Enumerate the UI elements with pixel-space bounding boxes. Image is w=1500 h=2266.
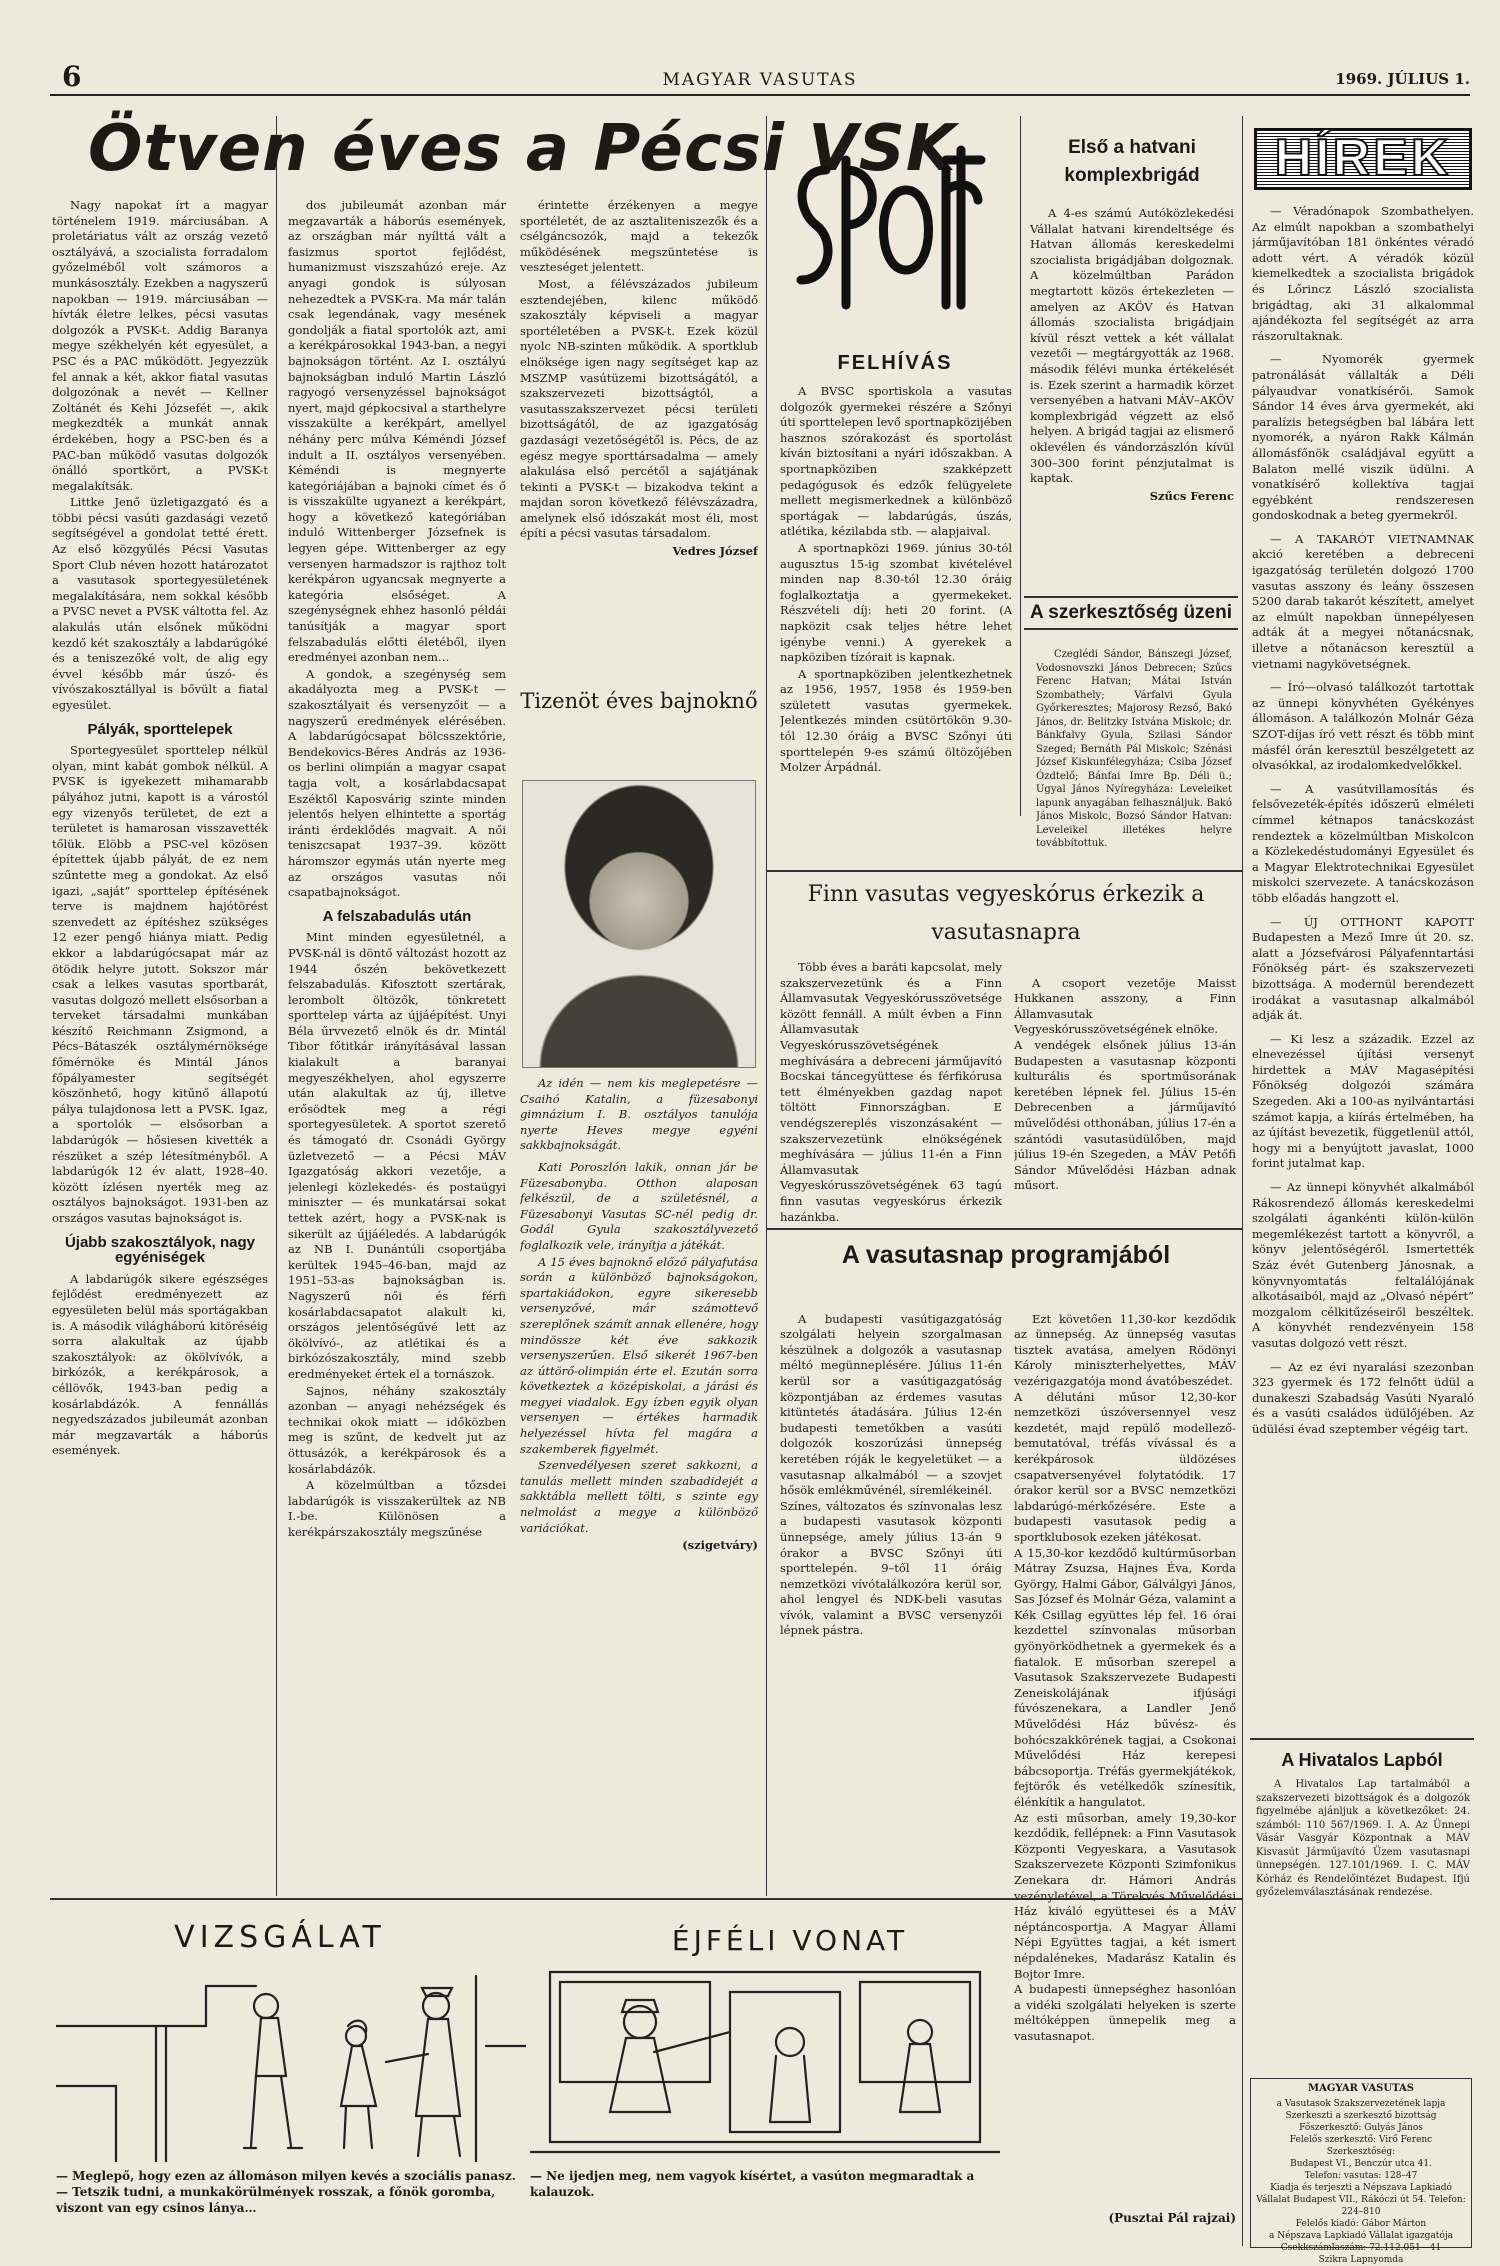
column-rule	[1242, 116, 1243, 2246]
felhivas-title: FELHÍVÁS	[837, 352, 953, 374]
paragraph: Czeglédi Sándor, Bánszegi József, Vodosnovszki János Debrecen; Szűcs Ferenc Hatvan; Mátai István Szombathely; Várfalvi Gyula Győrkeresztes; Majorosy Rezső, Bakó János, dr. Belitzky Istvána Miskolc; dr. Bánkfalvy Gyula, Szilasi Sándor Szeged; Bernáth Pál Miskolc; Szénási József Kiskunfélegyháza; Csiba József Ózdtelő; Bánfai Imre Bp. Déli ü.; Ugyal János Nyíregyháza: Leveleiket lapunk anyagában felhasználjuk. Bakó János Miskolc, Bozsó Sándor Hatvan: Leveleikel illetékes helyre továbbítottuk.	[1036, 649, 1232, 849]
impresszum-box: MAGYAR VASUTAS a Vasutasok Szakszervezetének lapja Szerkeszti a szerkesztő bizottság Főszerkesztő: Gulyás János Felelős szerkesztő: Virő Ferenc Szerkesztőség: Budapest VI., Benczúr utca 41. Telefon: vasutas: 128–47 Kiadja és terjeszti a Népszava Lapkiadó Vállalat Budapest VII., Rákóczi út 54. Telefon: 224–810 Felelős kiadó: Gábor Márton a Népszava Lapkiadó Vállalat igazgatója Csekkszámlaszám: 72.112.051—41 Szikra Lapnyomda	[1250, 2078, 1472, 2248]
paragraph: A budapesti vasútigazgatóság szolgálati helyein szorgalmasan készülnek a dolgozók a vasutasnap méltó megünneplésére. Július 11-én kerül sor a vasútigazgatóság központjában az érdemes vasutas kitüntetés átadására. Július 12-én budapesti temetőkben a vasúti dolgozók koszorúzási ünnepség keretében róják le kegyeletüket — a vasutasnap alkalmából — a szovjet hősök emlékművénél, síremlékeinél. Színes, változatos és színvonalas lesz a budapesti vasutasok központi ünnepsége, amely július 13-án 9 órakor a BVSC Szőnyi úti sporttelepén. 9–től 11 óráig nemzetközi vívótalálkozóra kerül sor, ahol lengyel és NDK-beli vasutas vívók, valamint a BVSC versenyzői lépnek pástra.	[780, 1311, 1002, 1638]
paragraph: A sportnapköziben jelentkezhetnek az 1956, 1957, 1958 és 1959-ben született vasutas gyermekek. Jelentkezés minden csütörtökön 9.30-tól 12.30 óráig a BVSC Szőnyi úti sporttelepén 9-es számú öltözőjében Molzer Árpádnál.	[780, 666, 1012, 775]
finn-title: Finn vasutas vegyeskórus érkezik a vasutasnapra	[807, 882, 1205, 945]
finn-col-b	[1014, 960, 1236, 1222]
paragraph: Mint minden egyesületnél, a PVSK-nál is döntő változást hozott az 1944 őszén bekövetkezett felszabadulás. Kifosztott szertárak, lerombolt öltözők, tönkretett sporttelep várta az újjáépítést. Unyi Béla űrvvezető elnök és dr. Mintál Tibor főtitkár irányításával lassan kialakult a baranyai megyeszékhelyen, ahol egyszerre után alakultak az új, illetve erősödtek meg a régi sportegyesületek. A sportot szerető és támogató dr. Csonádi György üzletvezető — a Pécsi MÁV Igazgatóság akkori vezetője, a jelenlegi közlekedés- és postaügyi miniszter — és munkatársai sokat tettek azért, hogy a PVSK-nak is sikerült az újjáéledés. A labdarúgók az NB I. Dunántúli csoportjába kerültek 1945–46-ban, majd az 1951–53-as bajnokságban is. Nagyszerű női és férfi kosárlabdacsapatot alakult ki, országos jelentőségűvé lett az ökölvívó-, az atlétikai és a birkózószakosztály, mind szebb eredményeket értek el a tornászok.	[288, 930, 506, 1381]
paragraph: érintette érzékenyen a megye sportéletét, de az asztaliteniszezők és a csélgáncsozók, majd a tekezők működésének megszüntetése is veszteséget jelentett.	[520, 198, 758, 275]
cartoon-vizsgalat	[56, 1966, 526, 2162]
paragraph: A közelmúltban a tőzsdei labdarúgók is visszakerültek az NB I.-be. Különösen a kerékpárszakosztály megszűnése	[288, 1478, 506, 1539]
tizenot-text	[520, 1076, 758, 1896]
paragraph: — Az ez évi nyaralási szezonban 323 gyermek és 172 felnőtt üdül a dunakeszi Szabadság Vasúti Nyaraló és a vasúti családos üdülőjében. Az üdülési évad szeptember végéig tart.	[1252, 1359, 1474, 1436]
cartoon-credit: (Pusztai Pál rajzai)	[1108, 2211, 1236, 2225]
paragraph: A BVSC sportiskola a vasutas dolgozók gyermekei részére a Szőnyi úti sporttelepen levő sportnapközijében hasznos szórakozást és sportolást kíván biztosítani a nyári időszakban. A sportnapköziben szakképzett pedagógusok és edzők felügyelete mellett megismerkednek a különböző sportágak — labdarúgás, úszás, atlétika, kézilabda stb. — alapjaival.	[780, 384, 1012, 539]
impresszum-title: MAGYAR VASUTAS	[1308, 2083, 1414, 2094]
paragraph: Sportegyesület sporttelep nélkül olyan, mint kabát gombok nélkül. A PVSK is igyekezett mihamarabb pályához jutni, kapott is a várostól egy vizenyős területet, de ezt a területet is hamarosan visszavették tőlük. Elöbb a PSC-vel közösen építettek újabb pályát, de ez nem szűntette meg a gondokat. Az első igazi, „saját” sporttelep építésének terve is majdnem hajótörést szenvedett az építéshez szükséges 12 ezer pengő hiánya miatt. Pedig ekkor a labdarúgócsapat már az ötödik helyre jutott. Sokszor már csak a lelkes vasutas sportbarát, vasutas dolgozó mellett elsősorban a terveket társadalmi munkában készítő Reichmann Zsigmond, a Pécs–Bátaszék osztálymérnöksége főmérnöke és Mintál János főpályamester segítségét köszönhető, hogy kitűnő állapotú pálya tulajdonosa lett a PVSK. Igaz, a sportolók — elsősorban a labdarúgók — hősiesen kivették a részüket a szép létesítményből. A labdarúgók 12 év alatt, 1928–40. között ízlésen nyerték meg az osztályos bajnokságot. 1931-ben az országos vasutas bajnokságot is.	[52, 743, 268, 1225]
cartoon-right-title: ÉJFÉLI VONAT	[671, 1924, 909, 1957]
paragraph: Sajnos, néhány szakosztály azonban — anyagi nehézségek és technikai okok miatt — időközben meg is szűnt, de kedvelt jut az öttusázók, a kerékpárosok és a kosárlabdázók.	[288, 1383, 506, 1476]
subhead-szakosztalyok: Újabb szakosztályok, nagy egyéniségek	[64, 1233, 256, 1267]
paragraph: — Az ünnepi könyvhét alkalmából Rákosrendező állomás kereskedelmi szolgálati ágankénti külön-külön megemlékezést tartott a könyvről, a könyv jelentőségéről. Ismertették Száz évét Gutenberg Jánosnak, a könyvnyomtatás feltalálójának alkotásaiból, majd az „Olvasó népért” mozgalom célkitűzéseiről beszéltek. A könyvhét rendezvényein 158 vasutas dolgozó vett részt.	[1252, 1180, 1474, 1350]
paragraph: dos jubileumát azonban már megzavarták a háborús események, az országban már nyílttá vált a fasizmus sportot fejlődést, humanizmust viszszahúzó ereje. Az anyagi gondok is súlyosan nehezedtek a PVSK-ra. Ma már talán csak legendának, vagy mesének gondolják a fiatal sportolók azt, ami a kerékpárosokkal 1943-ban, a negyi bajnokságon történt. Az I. osztályú bajnokságban induló Martin László ragyogó versenyzéssel bajnokságot nyert, majd gépkocsival a starthelyre visszakülte a kerékpárt, amellyel néhány perc múlva Kéméndi József indult a II. osztályos versenyében. Kéméndi is megnyerte kategóriájában a bajnoki címet és ő is visszakülte ugyanezt a kerékpárt, hogy a következő kategóriában induló Wittenberger Józsefnek is legyen gépe. Wittenberger az egy versenyen harmadszor is rajthoz tolt kerékpáron ugyancsak megnyerte a kategória elsőséget. A szegénységnek ehhez hasonló példái tanúsítják a magyar sport felszabadulás előtti életéből, ilyen eredményei azonban nem…	[288, 198, 506, 665]
paragraph: Az idén — nem kis meglepetésre — Csaihó Katalin, a füzesabonyi gimnázium I. B. osztályos tanulója nyerte Heves megye egyéni sakkbajnokságát.	[520, 1076, 758, 1153]
cartoon-left-title: VIZSGÁLAT	[174, 1920, 386, 1955]
subhead-palyak: Pályák, sporttelepek	[87, 720, 233, 738]
cartoon-left-caption: — Meglepő, hogy ezen az állomáson milyen kevés a szociális panasz. — Tetszik tudni, a munkakörülmények rosszak, a főnök goromba, viszont van egy csinos lánya…	[56, 2169, 516, 2215]
vasutasnap-title: A vasutasnap programjából	[841, 1241, 1171, 1269]
paragraph: A csoport vezetője Maisst Hukkanen asszony, a Finn Államvasutak Vegyeskórusszövetségének elnöke. A vendégek elsőnek július 13-án Budapesten a vasutasnap központi kulturális és sportműsorának keretében lépnek fel. Július 15-én Debrecenben a járműjavító művelődési otthonában, július 17-én a szántódi vasutasüdülőben, majd július 19-én Szegeden, a MÁV Petőfi Sándor Művelődési Házban adnak műsort.	[1014, 975, 1236, 1193]
paragraph: A Hivatalos Lap tartalmából a szakszervezeti bizottságok és a dolgozók figyelmébe ajánljuk a következőket: 24. számból: 110 567/1969. I. A. Az Ünnepi Vásár Vasgyár Központnak a MÁV Kisvasút Járműjavító Üzem vasutasnapi ünnepségén. 127.101/1969. I. C. MÁV Kórház és Rendelőintézet Budapest. Ifjú győzelemválasztásának rendezése.	[1256, 1779, 1470, 1898]
hirek-text	[1252, 204, 1474, 1728]
paragraph: — Ki lesz a századik. Ezzel az elnevezéssel újítási versenyt hirdettek a MÁV Magasépítési Főnökség dolgozói számára Szegeden. Aki a 100-as nyilvántartási számot kapja, a kiírás értelmében, ha az újítást bevezetik, függetlenül attól, hogy mi a benyújtott javaslat, 1000 forint jutalmat kap.	[1252, 1031, 1474, 1171]
brigad-title: Első a hatvani komplexbrigád	[1064, 137, 1200, 186]
szerk-text	[1036, 648, 1232, 860]
main-col-3	[520, 198, 758, 746]
paragraph: Ezt követően 11,30-kor kezdődik az ünnepség. Az ünnepség vasutas tisztek avatása, amelyen Rödönyi Károly miniszterhelyettes, MÁV vezérigazgatója mond ávatóbeszédet. A délutáni műsor 12,30-kor nemzetközi úszóversennyel vesz kezdetét, majd repülő modellező-bemutatóval, tréfás vívással és a kerékpárosok üldözéses csapatversenyével folytatódik. 17 órakor kerül sor a BVSC nemzetközi labdarúgó-mérkőzésére. Este a budapesti vasutasok pedig a sportklubosok ezeken játékosat. A 15,30-kor kezdődő kultúrműsorban Mátray Zsuzsa, Hajnes Éva, Korda György, Halmi Gábor, Gálválgyi János, Sas József és Molnár Géza, valamint a Kék Csillag együttes lép fel. 16 órai kezdettel színvonalas műsorban gyönyörködhetnek a gyermekek és a fiatalok. E műsorban szerepel a Vasutasok Szakszervezete Budapesti Zeneiskolájának ifjúsági fúvószenekara, a Landler Jenő Művelődési Ház bűvész- és bohócszakkörének tagjai, a Csokonai Művelődési Ház kerepesi bábcsoportja. Tréfás gyermekjátékok, fejtörők és vetélkedők színesítik, élénkítik a hangulatot. Az esti műsorban, amely 19,30-kor kezdődik, fellépnek: a Finn Vasutasok Központi Vegyeskara, a Vasutasok Szakszervezete Központi Szimfonikus Zenekara dr. Hámori András vezényletével, a Törekvés Művelődési Ház kiváló együttesei és a MÁV néptáncosportja. A Magyar Állami Népi Együttes tagjai, a két ismert népdalénekes, Madarász Katalin és Bojtor Imre. A budapesti ünnepséghez hasonlóan a vidéki szolgálati helyeken is szerte méltóképpen ünnepelik meg a vasutasnapot.	[1014, 1311, 1236, 2043]
main-col-1	[52, 198, 268, 1888]
page-number: 6	[62, 60, 82, 93]
paragraph: — Nyomorék gyermek patronálását vállalták a Déli pályaudvar vonatkísérői. Samok Sándor 14 éves árva gyermekét, aki paralízis betegségben bal lábára lett nyomorék, a nyáron Rakk Kálmán állomásfőnök családjával együtt a Balaton mellé viszik üdülni. A vonatkísérő kollektíva tagjai egyébként rendszeresen gondoskodnak a beteg gyermekről.	[1252, 352, 1474, 523]
paragraph: A gondok, a szegénység sem akadályozta meg a PVSK-t — szakosztályait és versenyzőit — a nagyszerű eredmények elérésében. A labdarúgócsapat bölcsszektőrie, Bendekovics-Béres András az 1936-os berlini olimpián a magyar csapat tagja volt, a kosárlabdacsapat Eszéktől Kaposvárig szinte minden jelentős helyen elhintette a sportág iránti érdeklődés magvait. A női teniszcsapat 1937–39. között háromszor egymás után nyerte meg az országos vasutas női csapatbajnokságot.	[288, 666, 506, 900]
paragraph: A sportnapközi 1969. június 30-tól augusztus 15-ig szombat kivételével minden nap 8.30-tól 12.30 óráig foglalkoztatja a gyermekeket. Részvételi díj: heti 20 forint. (A napközit csak teljes hétre lehet igénybe venni.) A gyerekek a napköziben tízórait is kapnak.	[780, 540, 1012, 665]
paragraph: A 4-es számú Autóközlekedési Vállalat hatvani kirendeltsége és Hatvan állomás kereskedelmi szocialista brigádjában dolgoznak. A közelmúltban Parádon megtartott közös értekezleten — amelyen az AKÖV és Hatvan állomás szocialista brigádjain kívül részt vettek a két vállalat vezetői — megtárgyották az 1968. második félévi munka értékelését is. Ezek szerint a harmadik körzet versenyében a hatvani MÁV–AKÖV komplexbrigád végzett az első helyen. A brigád tagjai az elismerő oklevélen és vándorzászlón kívül 300–300 forint pénzjutalmat is kaptak.	[1030, 206, 1234, 486]
column-rule	[766, 1228, 1242, 1230]
paragraph: — Író—olvasó találkozót tartottak az ünnepi könyvhéten Gyékényes állomáson. A találkozón Molnár Géza SZOT-díjas író vett részt és több mint másfél órán keresztül beszélgetett az olvasókkal, az irodalomkedvelőkkel.	[1252, 680, 1474, 773]
cartoon-right-caption: — Ne ijedjen meg, nem vagyok kísértet, a vasúton megmaradtak a kalauzok.	[530, 2169, 975, 2199]
tizenot-title: Tizenöt éves bajnoknő	[520, 689, 758, 713]
tizenot-signature: (szigetváry)	[682, 1538, 758, 1553]
hirek-title: HÍREK	[1254, 128, 1472, 190]
brigad-text	[1030, 206, 1234, 536]
hivatalos-title: A Hivatalos Lapból	[1250, 1738, 1474, 1771]
paragraph: A 15 éves bajnoknő előző pályafutása során a különböző bajnokságokon, spartakiádokon, egyre sikeresebb versenyzővé, már számottevő szereplőnek számít annak ellenére, hogy mindössze két éve sakkozik versenyszerűen. Első sikerét 1967-ben az úttörő-olimpián érte el. Ezután sorra következtek a középiskolai, a járási és megyei viadalok. Egy ízben egyik olyan versenyen — értékes harmadik helyezéssel hívta fel magára a szakemberek figyelmét.	[520, 1254, 758, 1456]
issue-date: 1969. JÚLIUS 1.	[1335, 70, 1470, 88]
paragraph: Most, a félévszázados jubileum esztendejében, kilenc működő szakosztály képviseli a magyar sportéletében a PVSK-t. Ezek közül nyolc NB-szinten működik. A sportklub elnöksége igen nagy segítséget kap az MSZMP vasútüzemi bizottságától, a szakszervezeti bizottságtól, a vasutasszakszervezet pécsi területi bizottságától, de az igazgatóság gazdasági vezetőségétől is. Pécs, de az egész megye sporttársadalma — amely alakulása első percétől a sajátjának tekinti a PVSK-t — bizakodva tekint a majdan soron következő félévszázadra, amelynek első idószakát most éli, most építi a pécsi vasutas társadalom.	[520, 276, 758, 541]
masthead: MAGYAR VASUTAS	[662, 70, 858, 90]
page-header	[50, 60, 1470, 96]
column-rule	[766, 870, 1242, 872]
paragraph: Nagy napokat írt a magyar történelem 1919. márciusában. A proletáriatus vált az ország vezető osztályává, a szocialista forradalom győzelméből volt számoros a munkásosztály. Ezekben a nagyszerű napokban — 1919. márciusában — hívták életre lelkes, pécsi vasutas dolgozók a PVSK-t. Addig Baranya megye székhelyén két egyesület, a PSC és a PAC működött. Jegyezzük fel annak a két, akkor fiatal vasutas dolgozónak a nevét — Kellner Zoltánét és Kehi Józsefét —, akik megkezdték a munkát annak érdekében, hogy a PSC-ben és a PAC-ban működő vasutas dolgozók önálló sportkört, a PVSK-t megalakítsák.	[52, 198, 268, 493]
main-col-2	[288, 198, 506, 1888]
szerk-title: A szerkesztőség üzeni	[1024, 596, 1238, 630]
vasutasnap-col-b	[1014, 1296, 1236, 2240]
paragraph: — A vasútvillamosítás és felsővezeték-építés időszerű elméleti címmel kétnapos tanácskozást rendeztek a közelmúltban Miskolcon a Közlekedéstudományi Egyesület és a Magyar Elektrotechnikai Egyesület miskolci szervezete. A tanácskozáson több előadás hangzott el.	[1252, 781, 1474, 905]
paragraph: Több éves a baráti kapcsolat, mely szakszervezetünk és a Finn Államvasutak Vegyeskórusszövetsége között fennáll. A múlt évben a Finn Államvasutak Vegyeskórusszövetségének meghívására a debreceni járműjavító Bocskai táncegyüttese és férfikórusa tett élményekben gazdag napot töltött Finnországban. E vendégszereplés viszonzásaként — szakszervezetünk elnökségének meghívására — július 11-én a Finn Államvasutak Vegyeskórusszövetségének 63 tagú finn vasutas vegyeskórus érkezik hazánkba.	[780, 960, 1002, 1222]
main-article-signature: Vedres József	[672, 544, 758, 559]
hivatalos-text	[1256, 1778, 1470, 2068]
paragraph: — A TAKARÓT VIETNAMNAK akció keretében a debreceni igazgatóság területén dolgozó 1700 vasutas asszony és leány összesen 5200 darab takarót készített, amelyet az elmúlt napokban ünnepélyesen adták át a megyei nőtanácsnak, illetve a nőtanácson keresztül a vietnami nagykövetségnek.	[1252, 531, 1474, 671]
column-rule	[766, 116, 767, 1896]
cartoon-ejfeli-vonat	[530, 1962, 1000, 2158]
paragraph: Kati Poroszlón lakik, onnan jár be Füzesabonyba. Otthon alaposan felkészül, de a születésnél, a Füzesabonyi Vasutas SC-nél pedig dr. Godál Gyula szakosztályvezető foglalkozik vele, irányítja a játékát.	[520, 1159, 758, 1252]
finn-col-a	[780, 960, 1002, 1222]
paragraph: Szenvedélyesen szeret sakkozni, a tanulás mellett minden szabadidejét a sakktábla mellett tölti, s szinte egy nelmolást a megye a különböző variációkat.	[520, 1458, 758, 1535]
main-article-title: Ötven éves a Pécsi VSK	[88, 112, 957, 186]
vasutasnap-col-a	[780, 1296, 1002, 1892]
paragraph: — ÚJ OTTHONT KAPOTT Budapesten a Mező Imre út 20. sz. alatt a Józsefvárosi Pályafenntartási Főnökség párt- és szakszervezeti bizottsága. A modernül berendezett irodákat a vasutasnap alkalmából adják át.	[1252, 914, 1474, 1023]
paragraph: Littke Jenő üzletigazgató és a többi pécsi vasúti gazdasági vezető segítségével a gondolat tetté érett. Az első közgyűlés Pécsi Vasutas Sport Club néven hozott határozatot a vasutasok sportegyesületének megalakítására, nem sokkal később a PVSC nevet a PVSK váltotta fel. Az alakulás után elsőnek működni kezdő két szakosztály a labdarúgóké és a teniszezőké volt, de alig egy évvel később már úszó- és vívószakosztállyal is bővült a fiatal egyesület.	[52, 495, 268, 712]
brigad-signature: Szűcs Ferenc	[1149, 488, 1234, 503]
paragraph: A labdarúgók sikere egészséges fejlődést eredményezett az egyesületen belül más sportágakban is. A második világháború kitöréséig sorra alakultak az újabb szakosztályok: az ökölvívók, a birkózók, a kerékpárosok, a céllövők, 1943-ban pedig a kosárlabdázók. A fennállás negyedszázados jubileumát azonban már megzavarták a háborús események.	[52, 1271, 268, 1458]
column-rule	[1020, 116, 1021, 816]
paragraph: — Véradónapok Szombathelyen. Az elmúlt napokban a szombathelyi járműjavítóban 181 önkéntes véradó adott vért. A véradók közül kiemelkedtek a szocialista brigádok és Lőrincz László szocialista brigádtag, aki 31 alkalommal ajándékozta fel segítségét az arra rászorultaknak.	[1252, 204, 1474, 343]
column-rule	[276, 116, 277, 1896]
portrait-photo	[522, 780, 756, 1068]
subhead-felszabadulas: A felszabadulás után	[322, 907, 472, 925]
sport-logo	[786, 130, 986, 330]
felhivas-text	[780, 384, 1012, 868]
